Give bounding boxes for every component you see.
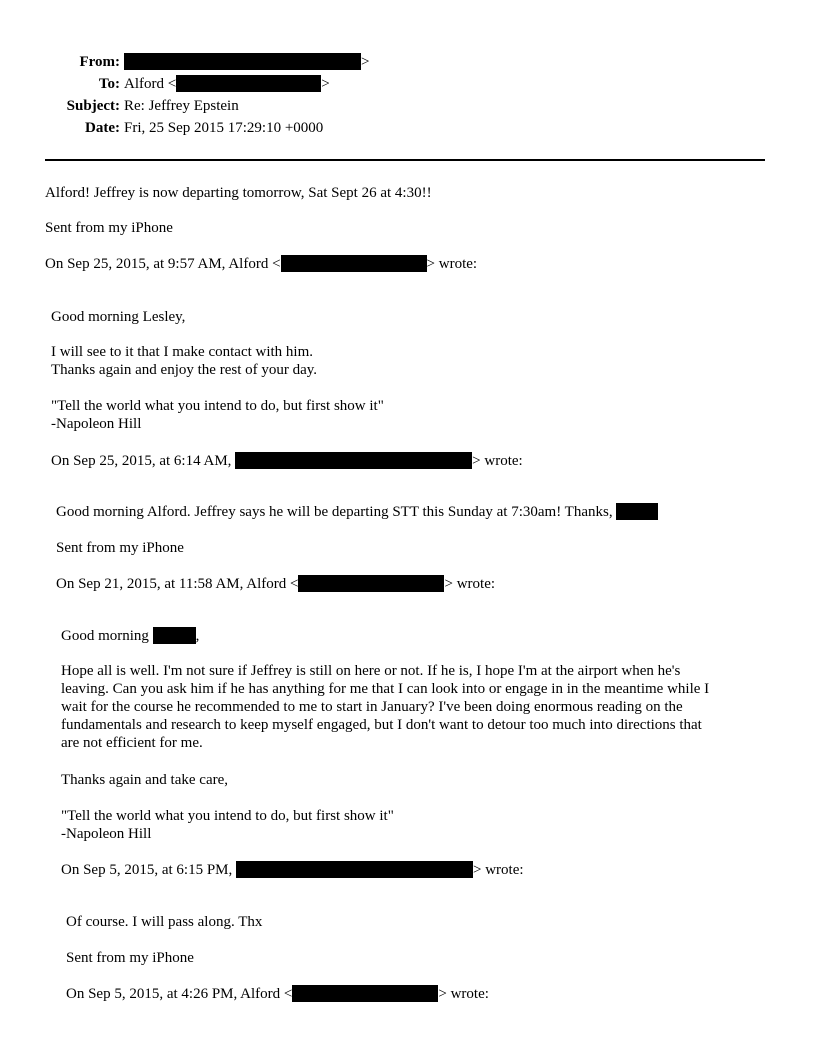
quote-header: On Sep 21, 2015, at 11:58 AM, Alford < > wrote: (56, 576, 496, 592)
message-paragraph: Hope all is well. I'm not sure if Jeffrey is still on here or not. If he is, I hope I'm at the airport when he's leaving. Can you ask him if he has anything for me that I can look into or engage in in the meantime while I wait for the course he recommended to me to start in January? I've been doing enormous reading on the fundamentals and research to keep myself engaged, but I don't want to detour too much into directions that are not efficient for me. (61, 663, 710, 751)
signature-quote: "Tell the world what you intend to do, but first show it" -Napoleon Hill (51, 398, 384, 432)
sent-from-iphone: Sent from my iPhone (45, 220, 173, 236)
to-row (0, 75, 816, 95)
from-label: From: (79, 54, 120, 70)
redaction-bar (236, 861, 473, 878)
from-row (0, 53, 816, 73)
quote-header: On Sep 25, 2015, at 9:57 AM, Alford < > wrote: (45, 256, 478, 272)
quote-header: On Sep 5, 2015, at 6:15 PM, > wrote: (61, 862, 524, 878)
message-text: Good morning Alford. Jeffrey says he will be departing STT this Sunday at 7:30am! Thanks, (56, 503, 658, 521)
redaction-bar (298, 575, 444, 592)
greeting: Good morning Lesley, (51, 309, 186, 325)
redaction-bar (281, 255, 427, 272)
redaction-bar (176, 75, 321, 92)
subject-row (0, 97, 816, 117)
closing: Thanks again and take care, (61, 772, 228, 788)
to-suffix: > (321, 76, 330, 92)
subject-value: Re: Jeffrey Epstein (124, 98, 239, 114)
redaction-bar (292, 985, 438, 1002)
quote-header: On Sep 25, 2015, at 6:14 AM, > wrote: (51, 453, 523, 469)
redaction-bar (235, 452, 472, 469)
to-label: To: (98, 76, 120, 92)
sent-from-iphone: Sent from my iPhone (66, 950, 194, 966)
date-row (0, 119, 816, 139)
date-label: Date: (85, 120, 120, 136)
date-value: Fri, 25 Sep 2015 17:29:10 +0000 (124, 120, 324, 136)
greeting: Good morning , (61, 628, 200, 644)
message-text: Of course. I will pass along. Thx (66, 914, 263, 930)
redaction-bar (153, 627, 196, 644)
message-text: Alford! Jeffrey is now departing tomorrow, Sat Sept 26 at 4:30!! (45, 185, 432, 201)
signature-quote: "Tell the world what you intend to do, but first show it" -Napoleon Hill (61, 808, 394, 842)
subject-label: Subject: (66, 98, 120, 114)
to-value (124, 75, 330, 93)
quote-header: On Sep 5, 2015, at 4:26 PM, Alford < > wrote: (66, 986, 489, 1002)
message-paragraph: I will see to it that I make contact with him. Thanks again and enjoy the rest of your day. (51, 344, 318, 378)
sent-from-iphone: Sent from my iPhone (56, 540, 184, 556)
from-suffix: > (361, 54, 370, 70)
redaction-bar (124, 53, 361, 70)
to-name: Alford < (124, 76, 177, 92)
redaction-bar (616, 503, 658, 520)
header-divider (45, 159, 765, 161)
from-value (124, 53, 369, 71)
